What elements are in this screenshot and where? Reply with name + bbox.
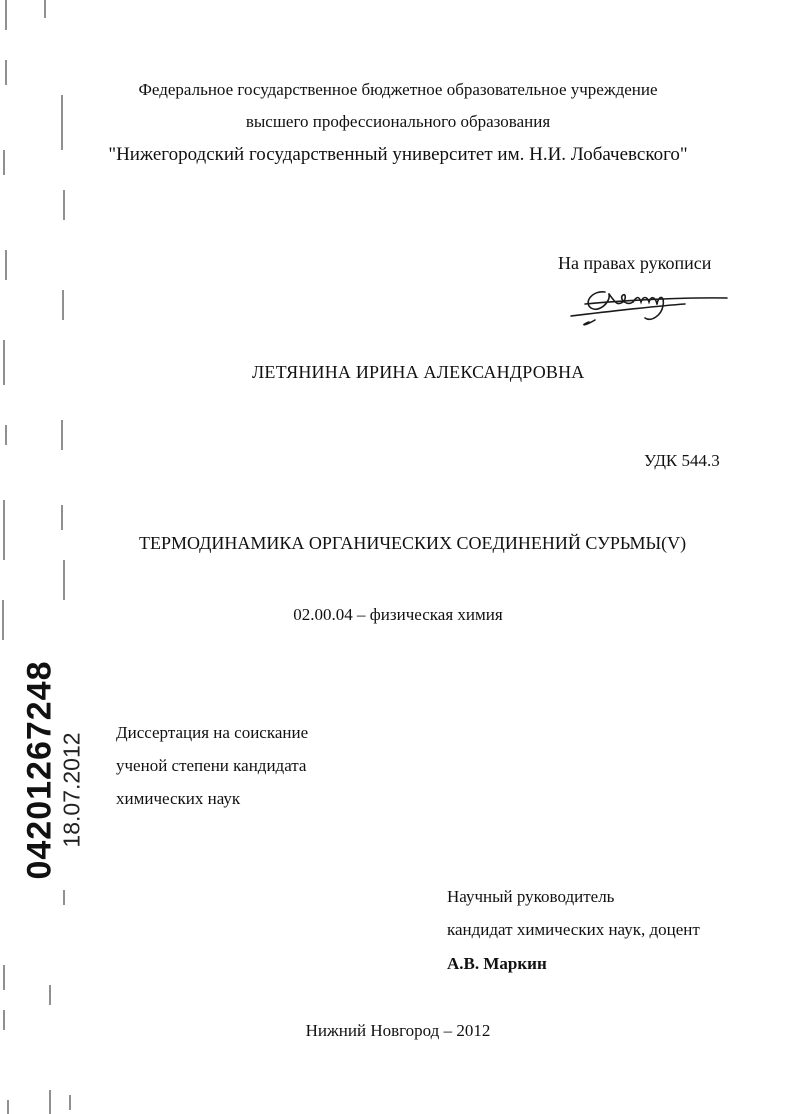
handwritten-signature xyxy=(565,280,730,332)
author-name: ЛЕТЯНИНА ИРИНА АЛЕКСАНДРОВНА xyxy=(252,362,585,382)
degree-statement-line3: химических наук xyxy=(116,789,241,808)
org-name-line1: Федеральное государственное бюджетное образовательное учреждение xyxy=(138,80,658,99)
degree-statement-line1: Диссертация на соискание xyxy=(116,723,309,742)
scan-edge-marks xyxy=(0,0,80,1114)
university-name: "Нижегородский государственный университет им. Н.И. Лобачевского" xyxy=(108,144,688,165)
supervisor-label: Научный руководитель xyxy=(447,887,615,906)
supervisor-degree: кандидат химических наук, доцент xyxy=(447,920,700,939)
specialty-code: 02.00.04 – физическая химия xyxy=(293,605,503,624)
library-stamp-date: 18.07.2012 xyxy=(58,732,85,848)
dissertation-title: ТЕРМОДИНАМИКА ОРГАНИЧЕСКИХ СОЕДИНЕНИЙ СУРЬМЫ(V) xyxy=(139,533,687,553)
degree-statement-line2: ученой степени кандидата xyxy=(116,756,307,775)
library-stamp-number: 04201267248 xyxy=(20,660,59,880)
supervisor-name: А.В. Маркин xyxy=(447,954,547,973)
org-name-line2: высшего профессионального образования xyxy=(245,112,551,131)
udk-code: УДК 544.3 xyxy=(644,451,720,470)
manuscript-rights-label: На правах рукописи xyxy=(558,253,712,273)
city-year: Нижний Новгород – 2012 xyxy=(305,1021,491,1040)
